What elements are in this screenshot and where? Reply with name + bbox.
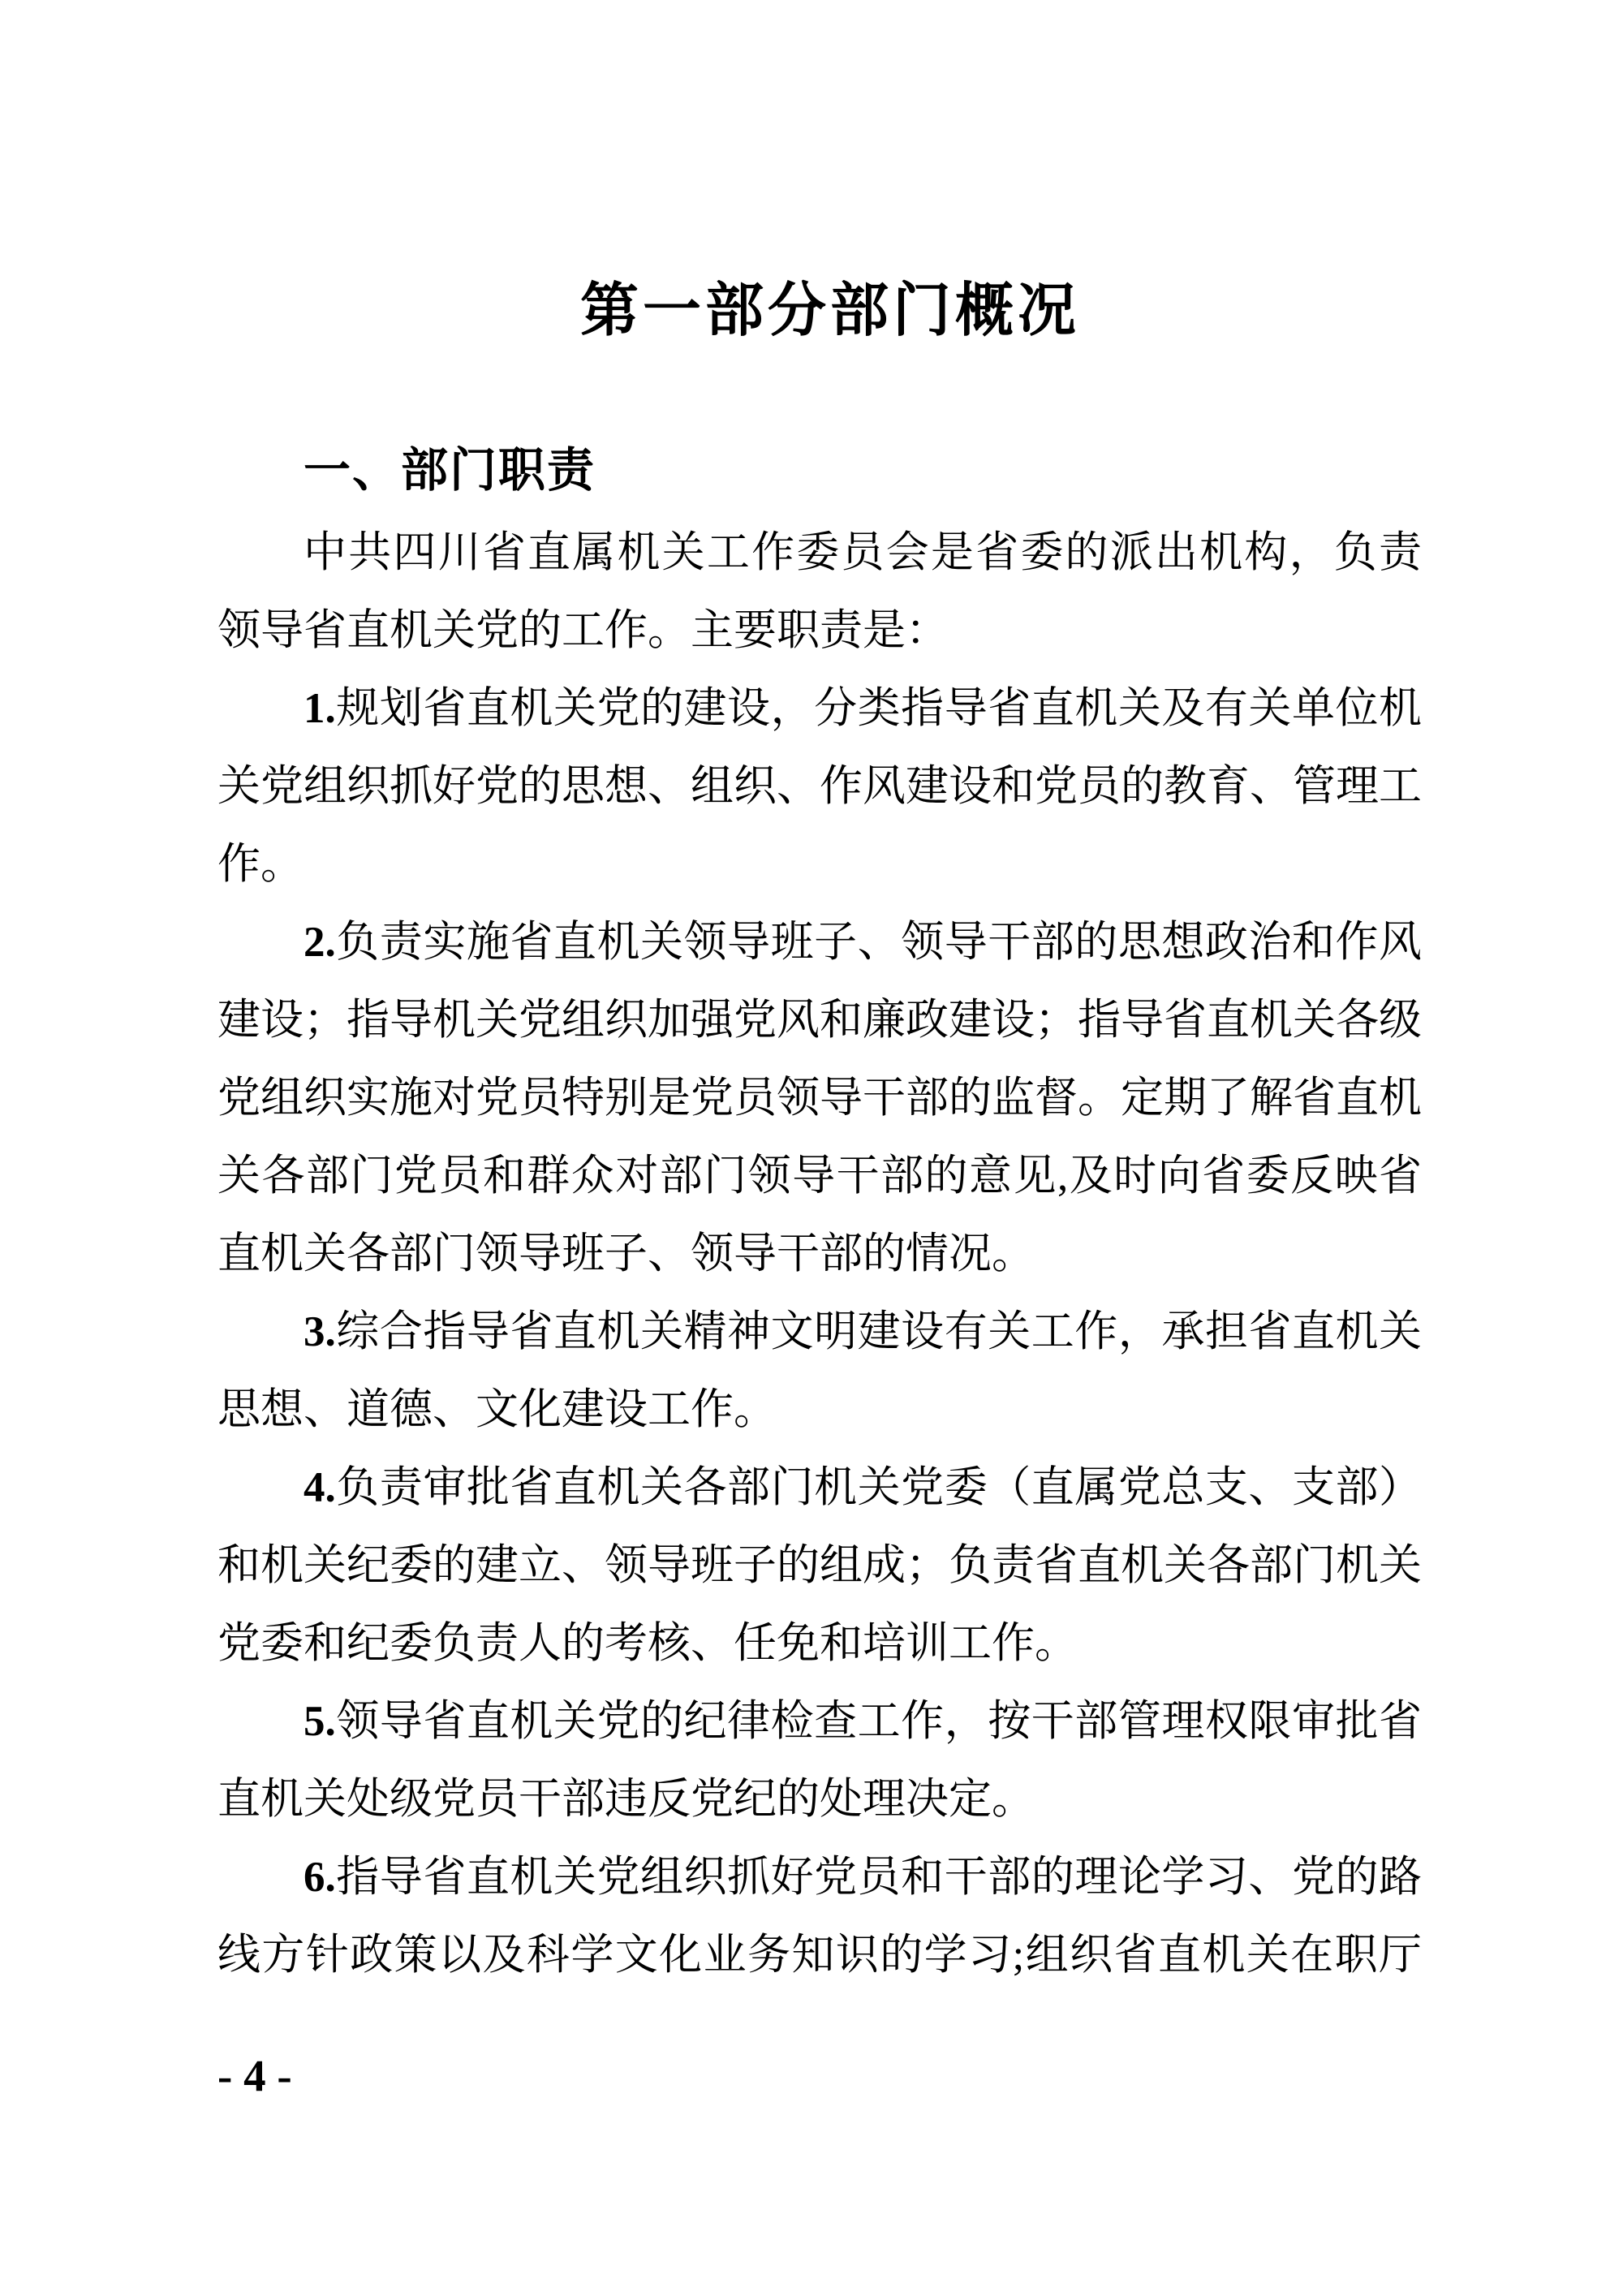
line-text: 线方针政策以及科学文化业务知识的学习;组织省直机关在职厅 — [217, 1932, 1422, 1979]
body-line — [217, 825, 1422, 903]
list-number: 4. — [304, 1464, 336, 1511]
line-text: 建设；指导机关党组织加强党风和廉政建设；指导省直机关各级 — [217, 997, 1422, 1044]
body-line — [217, 670, 1422, 747]
body-line — [217, 514, 1422, 592]
body-line — [217, 1371, 1422, 1449]
document-title: 第一部分部门概况 — [579, 278, 1080, 343]
body-line — [217, 1449, 1422, 1527]
line-text: 关各部门党员和群众对部门领导干部的意见,及时向省委反映省 — [217, 1152, 1422, 1200]
page-number: - 4 - — [217, 2051, 292, 2100]
body-line — [217, 1760, 1422, 1838]
line-text: 直机关处级党员干部违反党纪的处理决定。 — [217, 1776, 1035, 1823]
body-line — [217, 1059, 1422, 1137]
body-line — [217, 1527, 1422, 1605]
body-text — [217, 514, 1422, 1994]
list-number: 6. — [304, 1854, 336, 1901]
list-number: 1. — [304, 685, 336, 732]
body-line — [217, 592, 1422, 670]
line-text: 关党组织抓好党的思想、组织、作风建设和党员的教育、管理工 — [217, 763, 1422, 810]
list-number: 2. — [304, 919, 336, 966]
line-text: 综合指导省直机关精神文明建设有关工作，承担省直机关 — [335, 1308, 1422, 1355]
section-heading: 一、部门职责 — [304, 444, 596, 497]
line-text: 指导省直机关党组织抓好党员和干部的理论学习、党的路 — [335, 1854, 1422, 1901]
body-line — [217, 1605, 1422, 1682]
line-text: 直机关各部门领导班子、领导干部的情况。 — [217, 1230, 1035, 1277]
body-line — [217, 981, 1422, 1059]
line-text: 思想、道德、文化建设工作。 — [217, 1386, 777, 1433]
line-text: 规划省直机关党的建设，分类指导省直机关及有关单位机 — [335, 685, 1422, 732]
body-line — [217, 1916, 1422, 1994]
line-text: 作。 — [217, 841, 304, 888]
body-line — [217, 1293, 1422, 1371]
line-text: 党组织实施对党员特别是党员领导干部的监督。定期了解省直机 — [217, 1075, 1422, 1122]
line-text: 中共四川省直属机关工作委员会是省委的派出机构，负责 — [304, 529, 1422, 576]
body-line — [217, 1838, 1422, 1916]
line-text: 党委和纪委负责人的考核、任免和培训工作。 — [217, 1620, 1078, 1667]
body-line — [217, 1137, 1422, 1215]
body-line — [217, 747, 1422, 825]
line-text: 和机关纪委的建立、领导班子的组成；负责省直机关各部门机关 — [217, 1542, 1422, 1589]
body-line — [217, 1215, 1422, 1293]
body-line — [217, 1682, 1422, 1760]
list-number: 5. — [304, 1698, 336, 1745]
line-text: 负责审批省直机关各部门机关党委（直属党总支、支部） — [335, 1464, 1422, 1511]
body-line — [217, 903, 1422, 981]
line-text: 领导省直机关党的工作。主要职责是： — [217, 607, 949, 654]
list-number: 3. — [304, 1308, 336, 1355]
line-text: 负责实施省直机关领导班子、领导干部的思想政治和作风 — [335, 919, 1422, 966]
line-text: 领导省直机关党的纪律检查工作，按干部管理权限审批省 — [335, 1698, 1422, 1745]
